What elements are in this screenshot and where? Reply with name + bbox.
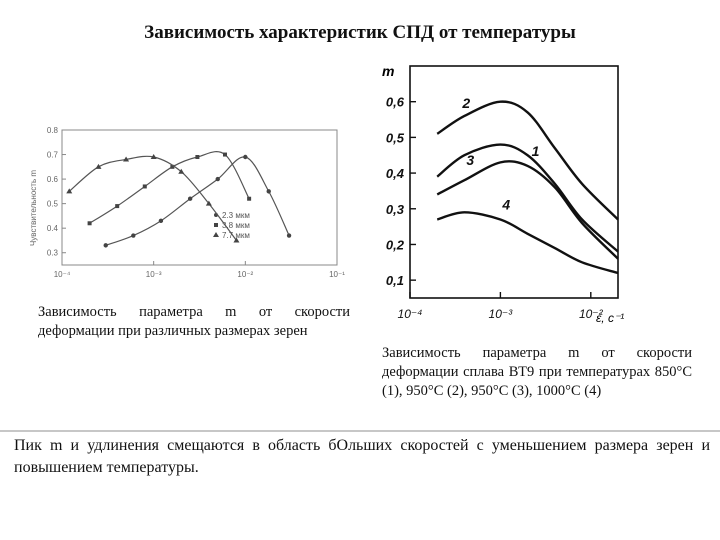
chart-grain-size <box>20 120 350 285</box>
x-tick-label: 10⁻⁴ <box>397 307 423 321</box>
y-tick-label: 0,5 <box>385 130 404 146</box>
plot-frame <box>62 130 337 265</box>
y-tick-label: 0.6 <box>46 175 58 185</box>
y-tick-label: 0.3 <box>46 248 58 258</box>
series-line <box>437 102 618 220</box>
series-line <box>437 142 618 252</box>
data-point <box>243 155 247 159</box>
series-label: 2 <box>462 94 471 111</box>
page-title: Зависимость характеристик СПД от температуры <box>144 22 576 43</box>
y-tick-label: 0.4 <box>46 224 58 234</box>
chart-temperature <box>368 58 648 330</box>
series-label: 4 <box>502 196 511 213</box>
right-chart-caption: Зависимость параметра m от скорости деформации сплава ВТ9 при температурах 850°С (1), 950°С (2), 950°С (3), 1000°С (4) <box>382 345 692 399</box>
data-point <box>287 233 291 237</box>
data-point <box>216 177 220 181</box>
y-tick-label: 0,6 <box>385 94 404 110</box>
data-point <box>223 153 227 157</box>
data-point <box>143 184 147 188</box>
data-point <box>267 189 271 193</box>
legend-label: 7.7 мкм <box>222 231 250 240</box>
x-axis-unit: ε̇, с⁻¹ <box>596 311 625 325</box>
data-point <box>104 243 108 247</box>
x-tick-label: 10⁻² <box>578 307 603 321</box>
legend-label: 3.8 мкм <box>222 221 250 230</box>
legend-marker <box>214 223 218 227</box>
data-point <box>188 197 192 201</box>
data-point <box>247 197 251 201</box>
legend-marker <box>213 232 219 237</box>
left-chart-caption: Зависимость параметра m от скорости деформации при различных размерах зерен <box>38 304 350 339</box>
series-line <box>437 212 618 273</box>
x-tick-label: 10⁻² <box>237 270 254 279</box>
y-tick-label: 0,3 <box>385 201 404 217</box>
series-label: 3 <box>466 152 475 169</box>
y-tick-label: 0,2 <box>385 237 404 253</box>
y-tick-label: 0,4 <box>385 166 404 182</box>
data-point <box>159 219 163 223</box>
x-tick-label: 10⁻³ <box>145 270 162 279</box>
x-tick-label: 10⁻³ <box>488 307 513 321</box>
divider <box>0 430 720 432</box>
data-point <box>131 233 135 237</box>
data-point <box>88 221 92 225</box>
series-line <box>437 161 618 258</box>
y-tick-label: 0,1 <box>385 273 404 289</box>
y-tick-label: 0.8 <box>46 126 58 135</box>
data-point <box>115 204 119 208</box>
legend-label: 2.3 мкм <box>222 211 250 220</box>
conclusion-text: Пик m и удлинения смещаются в область бОльших скоростей с уменьшением размера зерен и повышением температуры. <box>14 437 710 476</box>
y-axis-label: Чувствительность m <box>29 169 38 247</box>
data-point <box>195 155 199 159</box>
series-line <box>69 156 236 240</box>
y-tick-label: 0.5 <box>46 199 58 209</box>
x-tick-label: 10⁻⁴ <box>53 270 71 279</box>
series-line <box>106 157 289 246</box>
y-axis-label: m <box>382 63 395 79</box>
series-label: 1 <box>531 142 540 159</box>
y-tick-label: 0.7 <box>46 150 58 160</box>
x-tick-label: 10⁻¹ <box>329 270 345 279</box>
